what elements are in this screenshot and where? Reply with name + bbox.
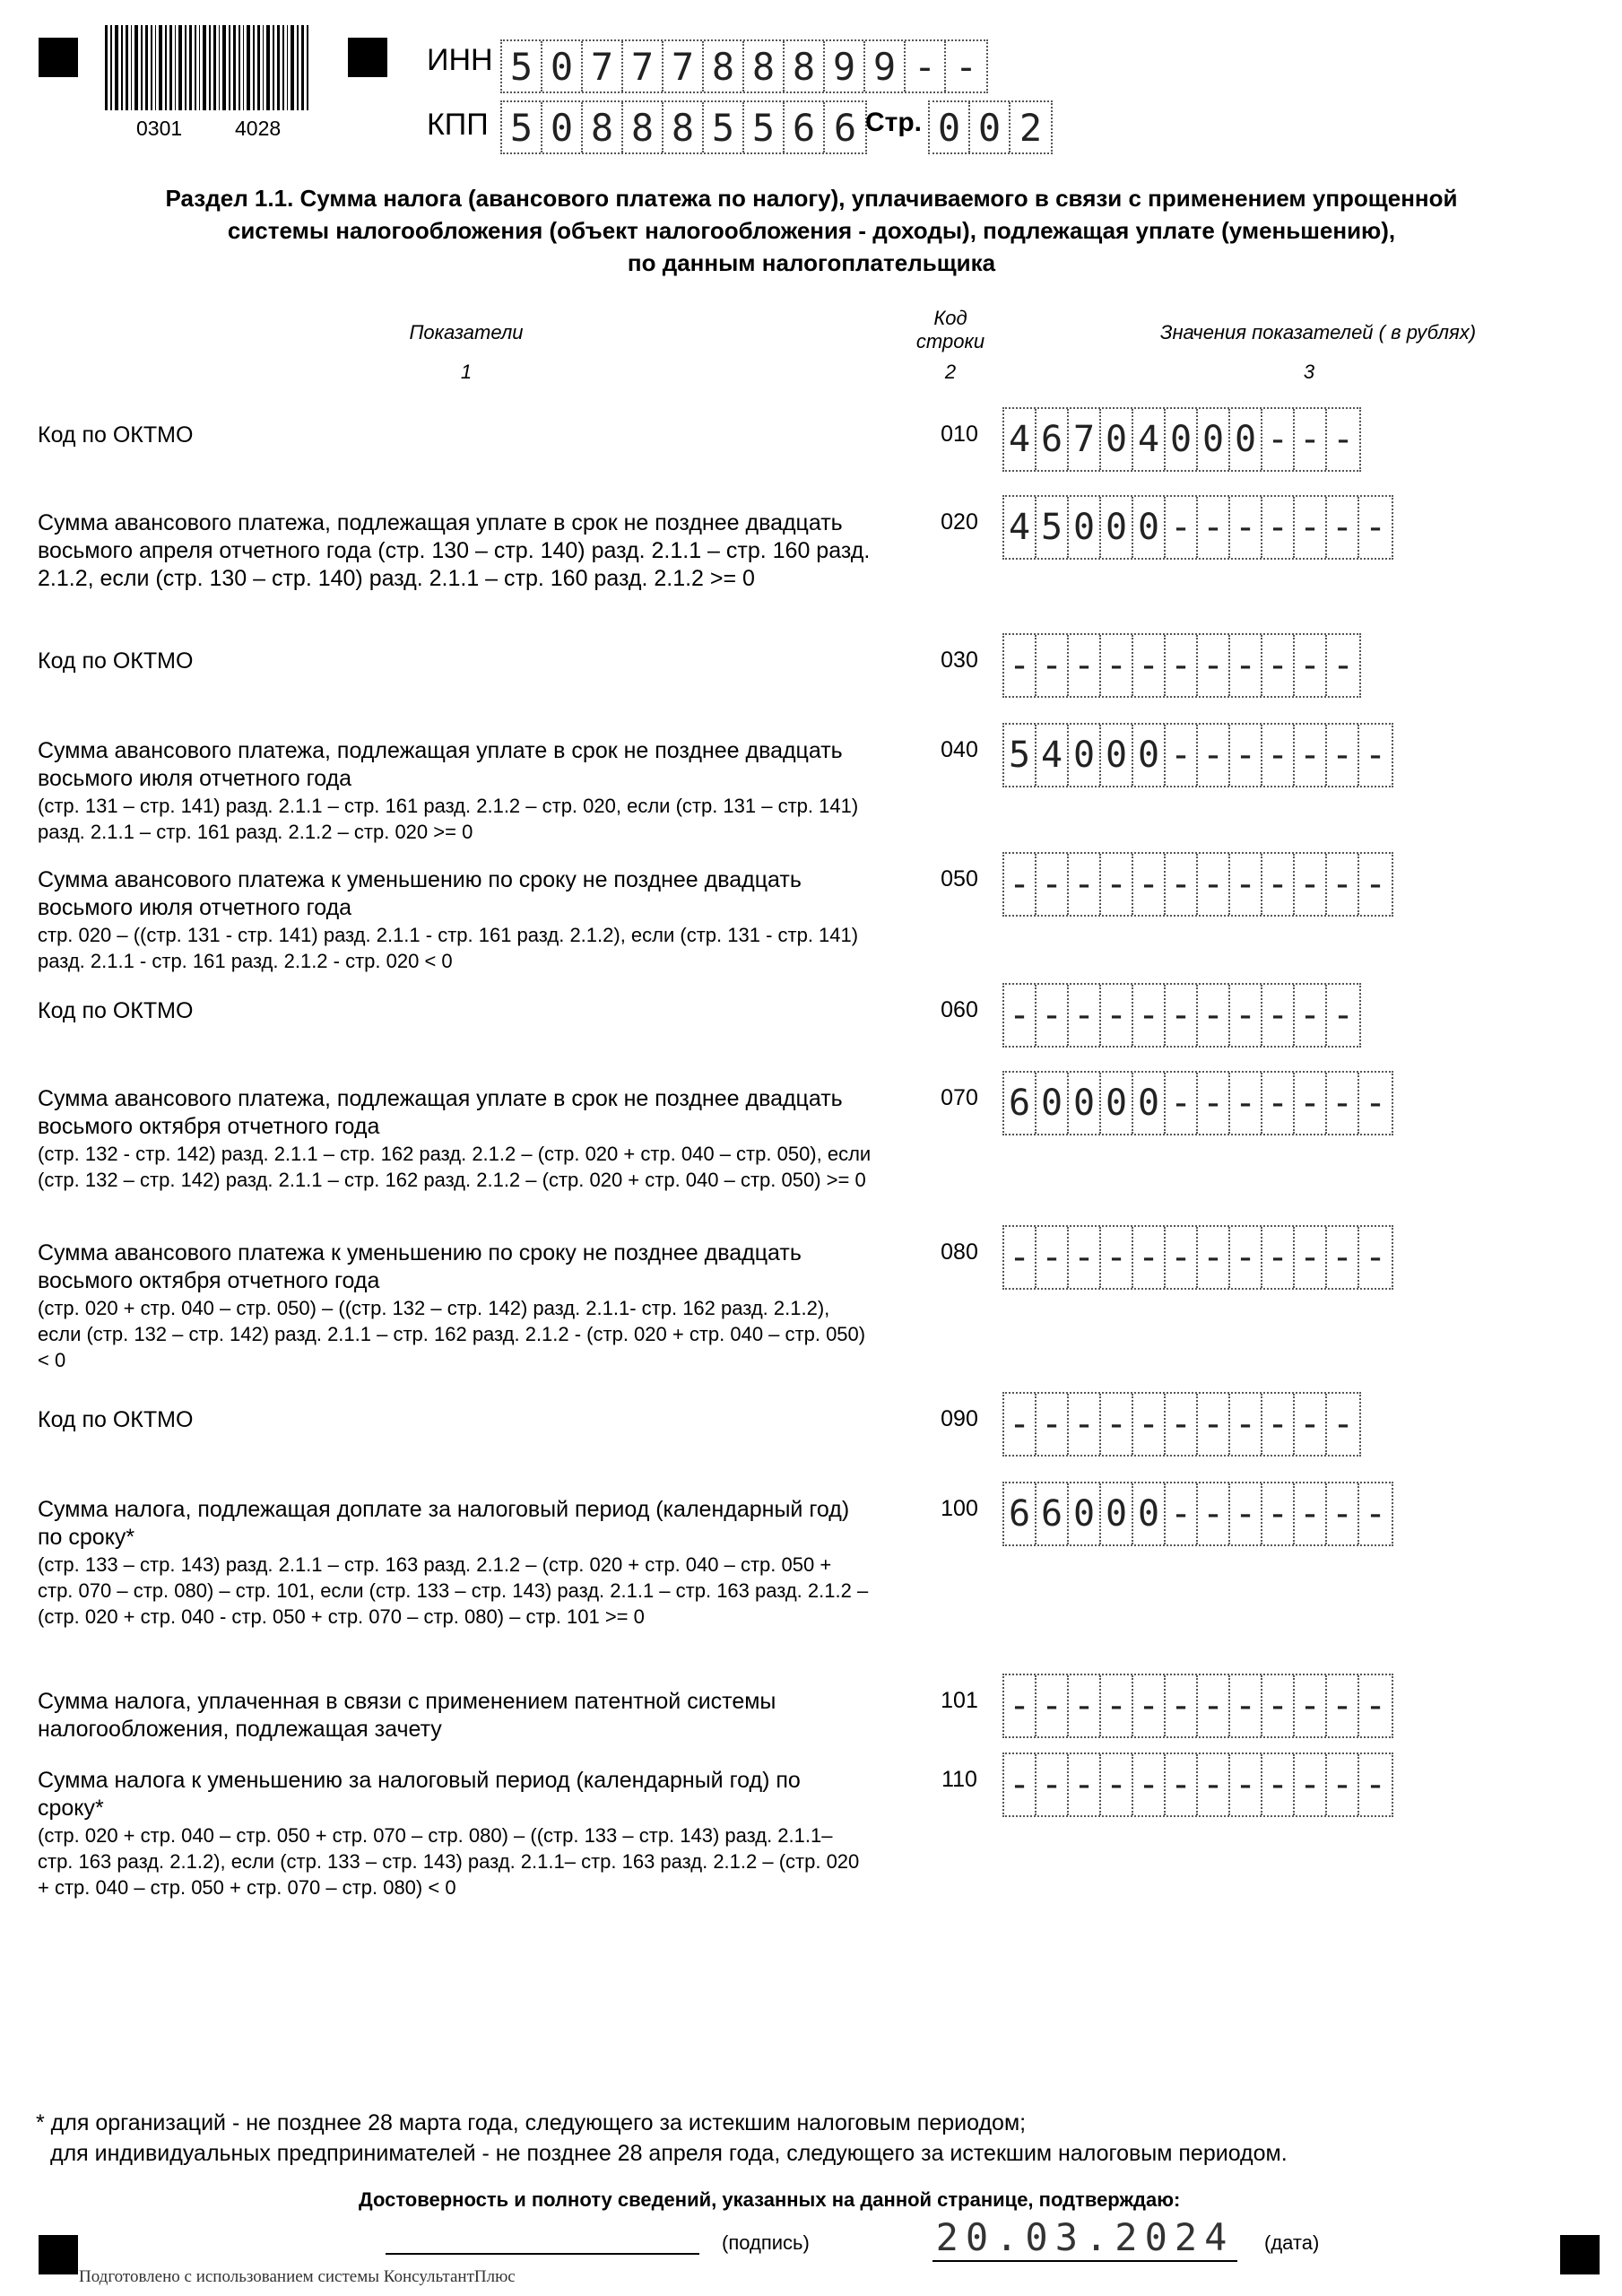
char-cell: - — [1327, 1227, 1359, 1288]
section-title: Раздел 1.1. Сумма налога (авансового платежа по налогу), уплачиваемого в связи с применением упрощенной системы налогообложения (объект налогообложения - доходы), подлежащая уплате (уменьшению), по данным налогоплательщика — [165, 185, 1458, 276]
char-cell: 5 — [502, 41, 542, 91]
char-cell: 6 — [1037, 1483, 1069, 1544]
row-label-text: Код по ОКТМО — [38, 648, 194, 674]
row-code: 020 — [941, 509, 978, 535]
char-cell: 4 — [1004, 497, 1037, 558]
char-cell: - — [1262, 854, 1295, 915]
inn-cells — [500, 39, 988, 93]
row-code: 030 — [941, 648, 978, 673]
char-cell: - — [1327, 725, 1359, 786]
char-cell: - — [1230, 1754, 1262, 1815]
char-cell: - — [1004, 1227, 1037, 1288]
date-label: (дата) — [1264, 2231, 1320, 2254]
char-cell: - — [1004, 1675, 1037, 1736]
row-label-text: Сумма налога, уплаченная в связи с применением патентной системы налогообложения, подлежащая зачету — [38, 1689, 776, 1742]
char-cell: - — [1037, 1394, 1069, 1455]
value-cells-060[interactable] — [1002, 983, 1361, 1048]
char-cell: - — [1004, 985, 1037, 1046]
char-cell: - — [1198, 985, 1230, 1046]
char-cell: - — [1198, 1675, 1230, 1736]
char-cell: - — [1004, 635, 1037, 696]
char-cell: 2 — [1019, 105, 1043, 150]
row-label-text: Код по ОКТМО — [38, 998, 194, 1023]
char-cell: 9 — [865, 41, 906, 91]
corner-marker-top-right — [348, 38, 387, 77]
char-cell: - — [1295, 1394, 1327, 1455]
char-cell: 0 — [1230, 409, 1262, 470]
char-cell: - — [1069, 635, 1101, 696]
char-cell: - — [1166, 1227, 1198, 1288]
char-cell: - — [1198, 854, 1230, 915]
row-label-text: Сумма авансового платежа к уменьшению по сроку не позднее двадцать восьмого октября отчетного года — [38, 1240, 802, 1293]
row-code: 100 — [941, 1496, 978, 1521]
char-cell: - — [1069, 1394, 1101, 1455]
char-cell: - — [1037, 1754, 1069, 1815]
char-cell: 5 — [704, 102, 744, 152]
char-cell: - — [1198, 1483, 1230, 1544]
char-cell: - — [1295, 1483, 1327, 1544]
char-cell: - — [1327, 1073, 1359, 1134]
char-cell: 5 — [744, 102, 785, 152]
row-code: 050 — [941, 866, 978, 891]
value-cells-090[interactable] — [1002, 1392, 1361, 1457]
column-header-code: Код строки — [915, 307, 985, 352]
char-cell: 8 — [623, 102, 664, 152]
char-cell: - — [1133, 1754, 1166, 1815]
signature-line[interactable] — [386, 2253, 699, 2255]
row-label-070 — [38, 1085, 872, 1193]
char-cell: 6 — [1004, 1483, 1037, 1544]
char-cell: - — [1230, 635, 1262, 696]
row-label-text: Сумма авансового платежа, подлежащая уплате в срок не позднее двадцать восьмого апреля отчетного года (стр. 130 – стр. 140) разд. 2.1.1 – стр. 160 разд. 2.1.2, если (стр. 130 – стр. 140) разд. 2.1.1 – стр. 160 разд. 2.1.2 >= 0 — [38, 510, 871, 591]
char-cell: 8 — [664, 102, 704, 152]
row-formula: (стр. 133 – стр. 143) разд. 2.1.1 – стр. 163 разд. 2.1.2 – (стр. 020 + стр. 040 – стр. 050 + стр. 070 – стр. 080) – стр. 101, если (стр. 133 – стр. 143) разд. 2.1.1 – стр. 163 разд. 2.1.2 – (стр. 020 + стр. 040 - стр. 050 + стр. 070 – стр. 080) – стр. 101 >= 0 — [38, 1553, 869, 1628]
row-code: 101 — [941, 1688, 978, 1713]
char-cell: - — [1198, 725, 1230, 786]
char-cell: 8 — [704, 41, 744, 91]
char-cell: - — [1331, 419, 1355, 460]
char-cell: - — [1101, 635, 1133, 696]
row-label-080 — [38, 1239, 872, 1373]
char-cell: - — [1133, 1227, 1166, 1288]
char-cell: - — [1327, 497, 1359, 558]
char-cell: - — [1004, 854, 1037, 915]
char-cell: - — [1262, 1073, 1295, 1134]
char-cell: 0 — [1133, 497, 1166, 558]
row-label-110 — [38, 1767, 872, 1900]
char-cell: - — [954, 44, 978, 89]
char-cell: 0 — [1069, 1483, 1101, 1544]
char-cell: 0 — [1101, 409, 1133, 470]
char-cell: 0 — [1133, 1483, 1166, 1544]
char-cell: - — [1364, 1764, 1387, 1805]
char-cell: 4 — [1133, 409, 1166, 470]
char-cell: - — [1166, 1675, 1198, 1736]
char-cell: - — [1069, 1754, 1101, 1815]
char-cell: - — [1037, 1675, 1069, 1736]
column-number-1: 1 — [460, 361, 473, 383]
char-cell: - — [1262, 1227, 1295, 1288]
row-label-040 — [38, 737, 872, 845]
char-cell: 4 — [1004, 409, 1037, 470]
char-cell: 0 — [930, 102, 970, 152]
char-cell: - — [1295, 497, 1327, 558]
char-cell: 0 — [1069, 1073, 1101, 1134]
char-cell: - — [1166, 725, 1198, 786]
row-label-060 — [38, 997, 872, 1025]
char-cell: - — [1327, 854, 1359, 915]
char-cell: - — [1101, 1754, 1133, 1815]
char-cell: 0 — [542, 41, 583, 91]
row-formula: (стр. 132 - стр. 142) разд. 2.1.1 – стр. 162 разд. 2.1.2 – (стр. 020 + стр. 040 – стр. 050), если (стр. 132 – стр. 142) разд. 2.1.1 – стр. 162 разд. 2.1.2 – (стр. 020 + стр. 040 – стр. 050) >= 0 — [38, 1143, 872, 1191]
char-cell: 0 — [1133, 725, 1166, 786]
kpp-label: КПП — [427, 108, 489, 142]
char-cell: - — [1230, 497, 1262, 558]
char-cell: - — [1198, 497, 1230, 558]
row-label-text: Сумма авансового платежа, подлежащая уплате в срок не позднее двадцать восьмого октября отчетного года — [38, 1086, 843, 1139]
char-cell: - — [1364, 1083, 1387, 1124]
char-cell: - — [1133, 854, 1166, 915]
char-cell: - — [1262, 1483, 1295, 1544]
char-cell: - — [1101, 1227, 1133, 1288]
char-cell: - — [1327, 1483, 1359, 1544]
char-cell: 6 — [1004, 1073, 1037, 1134]
char-cell: 0 — [1198, 409, 1230, 470]
char-cell: - — [1037, 854, 1069, 915]
row-label-text: Сумма налога к уменьшению за налоговый период (календарный год) по сроку* — [38, 1768, 801, 1821]
row-label-010 — [38, 422, 872, 449]
page-label: Стр. — [865, 108, 923, 137]
value-cells-010[interactable] — [1002, 407, 1361, 472]
char-cell: 8 — [583, 102, 623, 152]
char-cell: - — [1101, 985, 1133, 1046]
char-cell: - — [1262, 725, 1295, 786]
char-cell: 7 — [583, 41, 623, 91]
inn-label: ИНН — [427, 43, 493, 77]
char-cell: 0 — [1101, 497, 1133, 558]
char-cell: - — [1331, 1404, 1355, 1445]
char-cell: 0 — [1069, 725, 1101, 786]
char-cell: - — [1037, 635, 1069, 696]
char-cell: 0 — [1101, 1073, 1133, 1134]
char-cell: - — [1262, 1754, 1295, 1815]
char-cell: - — [1262, 497, 1295, 558]
row-code: 080 — [941, 1239, 978, 1265]
char-cell: 6 — [833, 105, 857, 150]
value-cells-030[interactable] — [1002, 633, 1361, 698]
kpp-cells — [500, 100, 867, 154]
value-cells-100[interactable] — [1002, 1482, 1393, 1546]
row-code: 040 — [941, 737, 978, 762]
char-cell: - — [1166, 1394, 1198, 1455]
char-cell: - — [1166, 854, 1198, 915]
char-cell: - — [1262, 409, 1295, 470]
char-cell: - — [1166, 635, 1198, 696]
char-cell: - — [1101, 1394, 1133, 1455]
char-cell: - — [1230, 985, 1262, 1046]
corner-marker-top-left — [39, 38, 78, 77]
char-cell: - — [1166, 985, 1198, 1046]
char-cell: 0 — [1101, 1483, 1133, 1544]
char-cell: 8 — [744, 41, 785, 91]
char-cell: 8 — [785, 41, 825, 91]
char-cell: - — [1230, 1073, 1262, 1134]
row-label-text: Сумма авансового платежа к уменьшению по сроку не позднее двадцать восьмого июля отчетного года — [38, 867, 802, 920]
char-cell: - — [1364, 864, 1387, 905]
char-cell: - — [1262, 635, 1295, 696]
char-cell: - — [1230, 1675, 1262, 1736]
char-cell: - — [1004, 1754, 1037, 1815]
row-code: 110 — [941, 1767, 977, 1792]
date-field[interactable]: 20.03.2024 — [932, 2215, 1237, 2262]
char-cell: - — [906, 41, 946, 91]
row-label-text: Код по ОКТМО — [38, 422, 194, 448]
char-cell: - — [1262, 1394, 1295, 1455]
value-cells-101[interactable] — [1002, 1674, 1393, 1738]
char-cell: - — [1295, 985, 1327, 1046]
char-cell: - — [1295, 1754, 1327, 1815]
char-cell: 7 — [623, 41, 664, 91]
value-cells-050[interactable] — [1002, 852, 1393, 917]
char-cell: - — [1230, 1483, 1262, 1544]
corner-marker-bottom-right — [1560, 2235, 1600, 2274]
char-cell: 0 — [1133, 1073, 1166, 1134]
column-header-indicators: Показатели — [409, 321, 524, 344]
char-cell: - — [1101, 854, 1133, 915]
value-cells-020[interactable] — [1002, 495, 1393, 560]
row-code: 010 — [941, 422, 978, 447]
char-cell: - — [1364, 735, 1387, 776]
char-cell: - — [1295, 409, 1327, 470]
char-cell: - — [1133, 1675, 1166, 1736]
char-cell: 0 — [1037, 1073, 1069, 1134]
char-cell: - — [1037, 1227, 1069, 1288]
page-cells — [928, 100, 1053, 154]
row-label-050 — [38, 866, 872, 974]
row-label-text: Код по ОКТМО — [38, 1407, 194, 1432]
char-cell: 5 — [502, 102, 542, 152]
char-cell: 0 — [1101, 725, 1133, 786]
value-cells-040[interactable] — [1002, 723, 1393, 787]
char-cell: - — [1327, 1754, 1359, 1815]
char-cell: - — [1230, 1227, 1262, 1288]
char-cell: 7 — [664, 41, 704, 91]
char-cell: - — [1364, 1237, 1387, 1278]
value-cells-080[interactable] — [1002, 1225, 1393, 1290]
char-cell: - — [1133, 1394, 1166, 1455]
row-label-text: Сумма авансового платежа, подлежащая уплате в срок не позднее двадцать восьмого июля отчетного года — [38, 738, 843, 791]
footnote: * для организаций - не позднее 28 марта года, следующего за истекшим налоговым периодом; для индивидуальных предпринимателей - не позднее 28 апреля года, следующего за истекшим налоговым периодом. — [36, 2110, 1288, 2166]
column-header-values: Значения показателей ( в рублях) — [1159, 321, 1477, 344]
char-cell: - — [1198, 635, 1230, 696]
char-cell: 4 — [1037, 725, 1069, 786]
char-cell: - — [1069, 1227, 1101, 1288]
char-cell: - — [1295, 854, 1327, 915]
row-label-020 — [38, 509, 872, 593]
barcode-number-right: 4028 — [235, 117, 282, 140]
char-cell: 5 — [1004, 725, 1037, 786]
prepared-note: Подготовлено с использованием системы КонсультантПлюс — [79, 2267, 516, 2286]
char-cell: - — [1004, 1394, 1037, 1455]
char-cell: - — [1331, 995, 1355, 1036]
char-cell: - — [1295, 1073, 1327, 1134]
char-cell: - — [1331, 645, 1355, 686]
char-cell: - — [1166, 1754, 1198, 1815]
char-cell: - — [1198, 1394, 1230, 1455]
row-code: 090 — [941, 1406, 978, 1431]
row-formula: (стр. 020 + стр. 040 – стр. 050 + стр. 070 – стр. 080) – ((стр. 133 – стр. 143) разд. 2.1.1– стр. 163 разд. 2.1.2), если (стр. 133 – стр. 143) разд. 2.1.1– стр. 163 разд. 2.1.2 – (стр. 020 + стр. 040 – стр. 050 + стр. 070 – стр. 080) < 0 — [38, 1824, 860, 1899]
char-cell: - — [1295, 1675, 1327, 1736]
row-code: 070 — [941, 1085, 978, 1110]
char-cell: - — [1069, 985, 1101, 1046]
char-cell: 0 — [1069, 497, 1101, 558]
char-cell: - — [1262, 1675, 1295, 1736]
barcode — [105, 25, 313, 119]
char-cell: - — [1133, 635, 1166, 696]
char-cell: - — [1198, 1073, 1230, 1134]
char-cell: 5 — [1037, 497, 1069, 558]
row-formula: (стр. 131 – стр. 141) разд. 2.1.1 – стр. 161 разд. 2.1.2 – стр. 020, если (стр. 131 – стр. 141) разд. 2.1.1 – стр. 161 разд. 2.1.2 – стр. 020 >= 0 — [38, 795, 859, 843]
char-cell: - — [1198, 1754, 1230, 1815]
value-cells-110[interactable] — [1002, 1752, 1393, 1817]
char-cell: - — [1101, 1675, 1133, 1736]
row-label-100 — [38, 1496, 872, 1630]
char-cell: - — [1230, 1394, 1262, 1455]
row-label-090 — [38, 1406, 872, 1434]
char-cell: - — [1198, 1227, 1230, 1288]
char-cell: - — [1166, 1073, 1198, 1134]
column-number-2: 2 — [944, 361, 957, 383]
char-cell: - — [1295, 1227, 1327, 1288]
value-cells-070[interactable] — [1002, 1071, 1393, 1135]
char-cell: 9 — [825, 41, 865, 91]
row-formula: стр. 020 – ((стр. 131 - стр. 141) разд. 2.1.1 - стр. 161 разд. 2.1.2), если (стр. 131 - стр. 141) разд. 2.1.1 - стр. 161 разд. 2.1.2 - стр. 020 < 0 — [38, 924, 859, 972]
char-cell: - — [1069, 854, 1101, 915]
char-cell: 6 — [1037, 409, 1069, 470]
char-cell: 0 — [1166, 409, 1198, 470]
char-cell: 6 — [785, 102, 825, 152]
char-cell: - — [1133, 985, 1166, 1046]
corner-marker-bottom-left — [39, 2235, 78, 2274]
char-cell: 0 — [970, 102, 1010, 152]
char-cell: - — [1230, 854, 1262, 915]
row-label-101 — [38, 1688, 872, 1744]
row-code: 060 — [941, 997, 978, 1022]
char-cell: - — [1262, 985, 1295, 1046]
char-cell: - — [1364, 1493, 1387, 1535]
char-cell: - — [1295, 725, 1327, 786]
row-formula: (стр. 020 + стр. 040 – стр. 050) – ((стр. 132 – стр. 142) разд. 2.1.1- стр. 162 разд. 2.1.2), если (стр. 132 – стр. 142) разд. 2.1.1 – стр. 162 разд. 2.1.2 - (стр. 020 + стр. 040 – стр. 050) < 0 — [38, 1297, 866, 1371]
char-cell: - — [1037, 985, 1069, 1046]
char-cell: - — [1069, 1675, 1101, 1736]
char-cell: 0 — [542, 102, 583, 152]
confirmation-text: Достоверность и полноту сведений, указанных на данной странице, подтверждаю: — [359, 2188, 1181, 2211]
char-cell: - — [1364, 507, 1387, 548]
column-number-3: 3 — [1303, 361, 1315, 383]
char-cell: - — [1166, 1483, 1198, 1544]
char-cell: 7 — [1069, 409, 1101, 470]
char-cell: - — [1327, 1675, 1359, 1736]
char-cell: - — [1295, 635, 1327, 696]
char-cell: - — [1364, 1685, 1387, 1726]
row-label-text: Сумма налога, подлежащая доплате за налоговый период (календарный год) по сроку* — [38, 1497, 850, 1550]
char-cell: - — [1166, 497, 1198, 558]
char-cell: - — [1230, 725, 1262, 786]
barcode-number-left: 0301 — [136, 117, 183, 140]
row-label-030 — [38, 648, 872, 675]
signature-label: (подпись) — [722, 2231, 810, 2254]
